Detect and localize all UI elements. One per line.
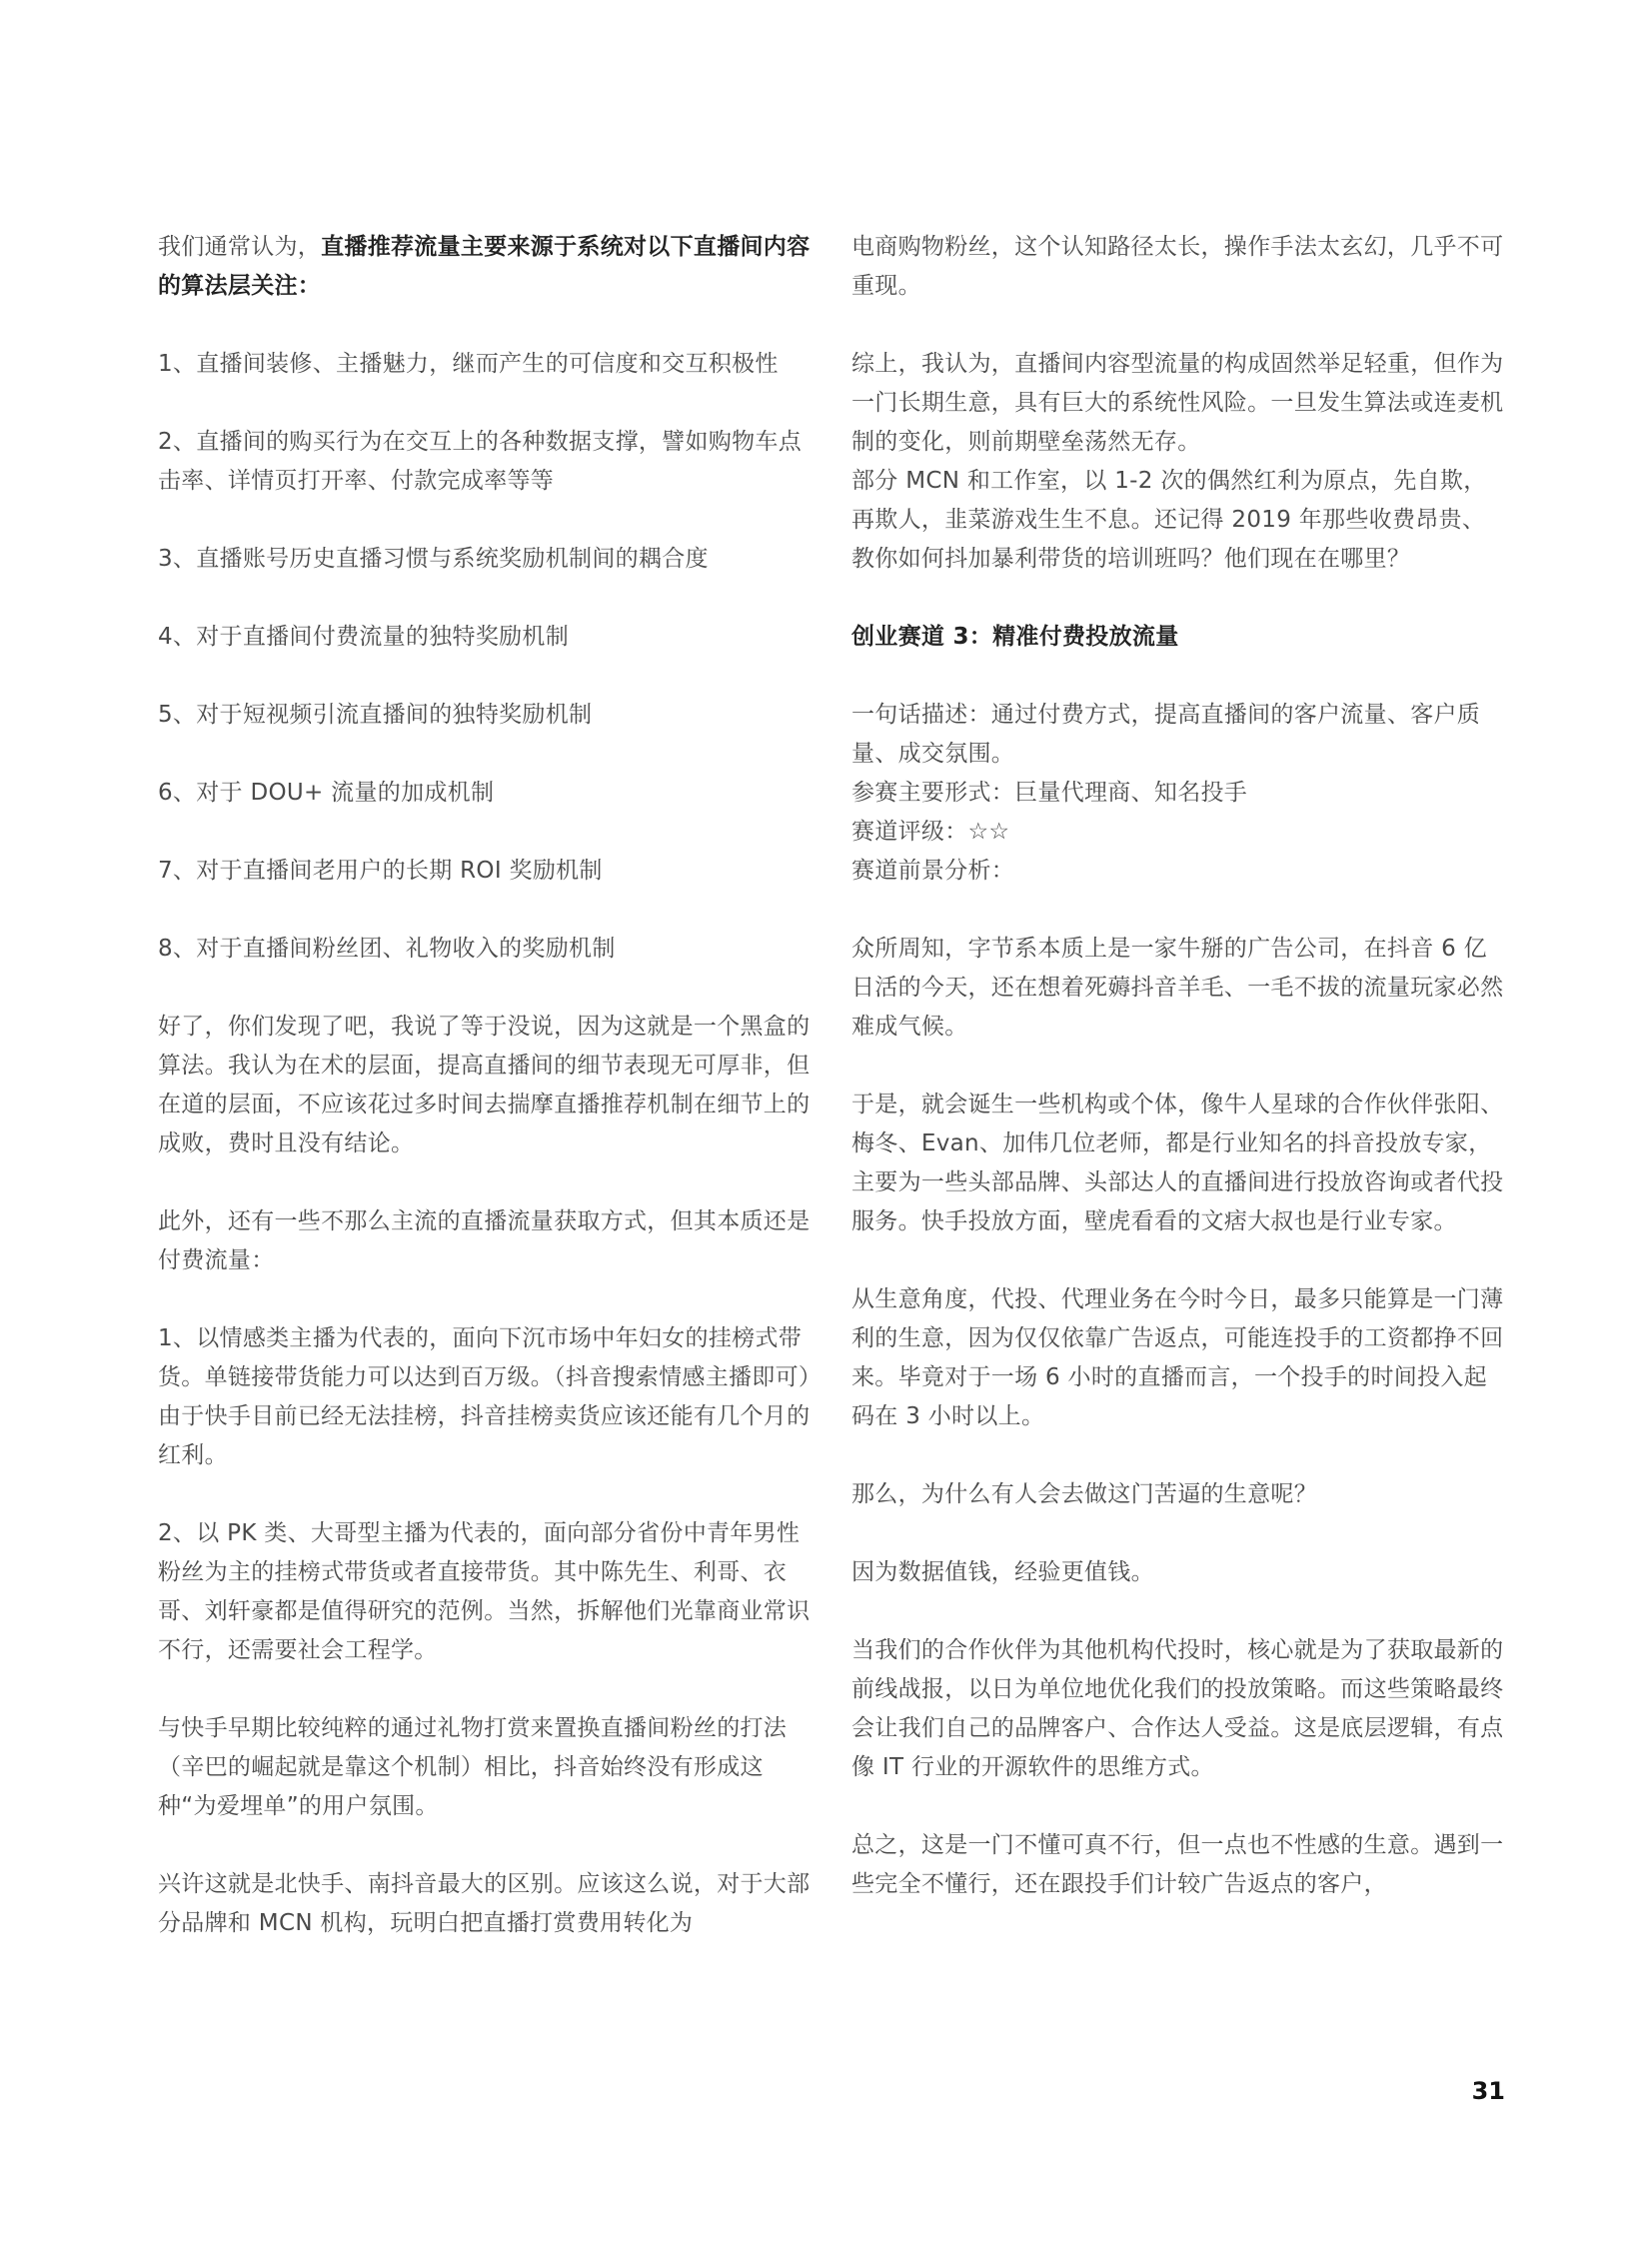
paragraph: 1、以情感类主播为代表的，面向下沉市场中年妇女的挂榜式带货。单链接带货能力可以达到百万级。（抖音搜索情感主播即可）由于快手目前已经无法挂榜，抖音挂榜卖货应该还能有几个月的红利。 <box>158 1325 811 1468</box>
paragraph: 从生意角度，代投、代理业务在今时今日，最多只能算是一门薄利的生意，因为仅仅依靠广告返点，可能连投手的工资都挣不回来。毕竟对于一场 6 小时的直播而言，一个投手的时间投入起码在 3 小时以上。 <box>851 1286 1504 1429</box>
list-item: 6、对于 DOU+ 流量的加成机制 <box>158 780 495 806</box>
paragraph: 2、以 PK 类、大哥型主播为代表的，面向部分省份中青年男性粉丝为主的挂榜式带货或者直接带货。其中陈先生、利哥、衣哥、刘轩豪都是值得研究的范例。当然，拆解他们光靠商业常识不行，还需要社会工程学。 <box>158 1520 811 1663</box>
info-line: 参赛主要形式：巨量代理商、知名投手 <box>851 780 1248 806</box>
list-item: 2、直播间的购买行为在交互上的各种数据支撑，譬如购物车点击率、详情页打开率、付款完成率等等 <box>158 429 803 494</box>
paragraph: 那么，为什么有人会去做这门苦逼的生意呢？ <box>851 1481 1317 1507</box>
info-line: 赛道评级：☆☆ <box>851 819 1010 845</box>
intro-paragraph <box>158 228 811 306</box>
right-column <box>851 228 1504 1904</box>
intro-bold-text: 直播推荐流量主要来源于系统对以下直播间内容的算法层关注： <box>158 234 811 299</box>
paragraph: 好了，你们发现了吧，我说了等于没说，因为这就是一个黑盒的算法。我认为在术的层面，提高直播间的细节表现无可厚非，但在道的层面，不应该花过多时间去揣摩直播推荐机制在细节上的成败，费时且没有结论。 <box>158 1014 811 1156</box>
paragraph: 综上，我认为，直播间内容型流量的构成固然举足轻重，但作为一门长期生意，具有巨大的系统性风险。一旦发生算法或连麦机制的变化，则前期壁垒荡然无存。 <box>851 351 1504 455</box>
paragraph: 因为数据值钱，经验更值钱。 <box>851 1559 1154 1585</box>
left-column <box>158 228 811 1943</box>
list-item: 5、对于短视频引流直播间的独特奖励机制 <box>158 702 593 728</box>
paragraph: 于是，就会诞生一些机构或个体，像牛人星球的合作伙伴张阳、梅冬、Evan、加伟几位老师，都是行业知名的抖音投放专家，主要为一些头部品牌、头部达人的直播间进行投放咨询或者代投服务。快手投放方面，壁虎看看的文痞大叔也是行业专家。 <box>851 1092 1504 1234</box>
paragraph: 部分 MCN 和工作室，以 1-2 次的偶然红利为原点，先自欺，再欺人，韭菜游戏生生不息。还记得 2019 年那些收费昂贵、教你如何抖加暴利带货的培训班吗？他们现在在哪里？ <box>851 468 1487 572</box>
list-item: 4、对于直播间付费流量的独特奖励机制 <box>158 624 570 650</box>
list-item: 8、对于直播间粉丝团、礼物收入的奖励机制 <box>158 936 616 962</box>
paragraph: 与快手早期比较纯粹的通过礼物打赏来置换直播间粉丝的打法（辛巴的崛起就是靠这个机制）相比，抖音始终没有形成这种“为爱埋单”的用户氛围。 <box>158 1715 788 1819</box>
info-line: 赛道前景分析： <box>851 858 1015 884</box>
intro-text: 我们通常认为， <box>158 234 322 260</box>
page-number: 31 <box>1471 2077 1505 2105</box>
list-item: 1、直播间装修、主播魅力，继而产生的可信度和交互积极性 <box>158 351 779 377</box>
paragraph: 兴许这就是北快手、南抖音最大的区别。应该这么说，对于大部分品牌和 MCN 机构，玩明白把直播打赏费用转化为 <box>158 1871 811 1936</box>
paragraph: 众所周知，字节系本质上是一家牛掰的广告公司，在抖音 6 亿日活的今天，还在想着死薅抖音羊毛、一毛不拔的流量玩家必然难成气候。 <box>851 936 1504 1040</box>
paragraph: 此外，还有一些不那么主流的直播流量获取方式，但其本质还是付费流量： <box>158 1208 811 1273</box>
paragraph: 电商购物粉丝，这个认知路径太长，操作手法太玄幻，几乎不可重现。 <box>851 234 1504 299</box>
info-line: 一句话描述：通过付费方式，提高直播间的客户流量、客户质量、成交氛围。 <box>851 702 1481 767</box>
list-item: 3、直播账号历史直播习惯与系统奖励机制间的耦合度 <box>158 546 709 572</box>
list-item: 7、对于直播间老用户的长期 ROI 奖励机制 <box>158 858 603 884</box>
paragraph: 当我们的合作伙伴为其他机构代投时，核心就是为了获取最新的前线战报，以日为单位地优化我们的投放策略。而这些策略最终会让我们自己的品牌客户、合作达人受益。这是底层逻辑，有点像 IT 行业的开源软件的思维方式。 <box>851 1637 1504 1780</box>
paragraph: 总之，这是一门不懂可真不行，但一点也不性感的生意。遇到一些完全不懂行，还在跟投手们计较广告返点的客户， <box>851 1832 1504 1897</box>
section-heading: 创业赛道 3：精准付费投放流量 <box>851 624 1179 650</box>
